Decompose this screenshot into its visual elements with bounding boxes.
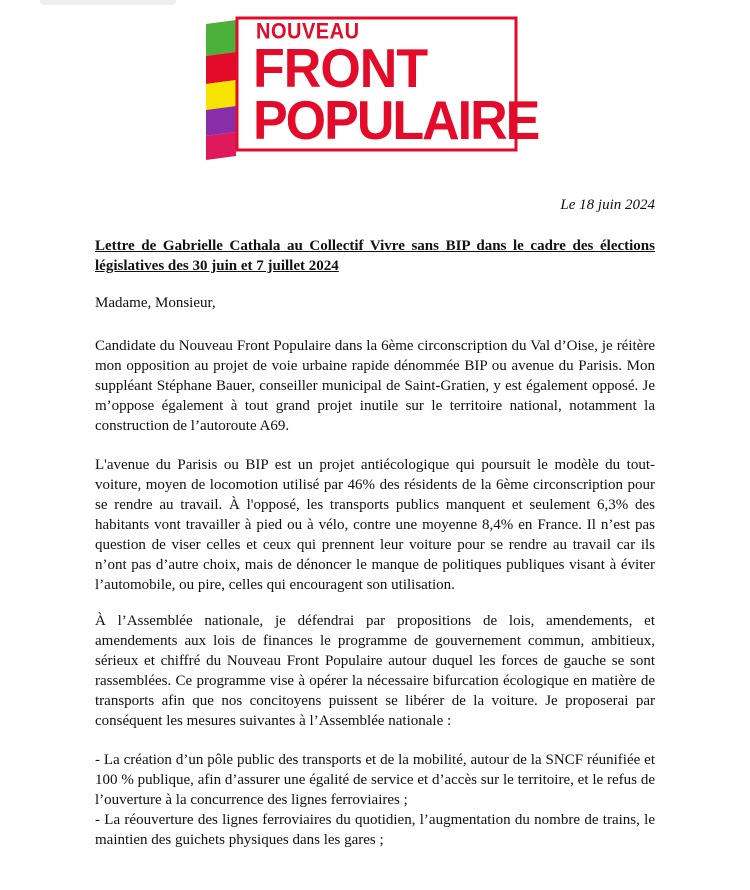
paragraph-bip-analysis: L'avenue du Parisis ou BIP est un projet antiécologique qui poursuit le modèle du tout-voiture, moyen de locomotion utilisé par 46% des résidents de la 6ème circonscription pour se rendre au travail. À l'opposé, les transports publics manquent et seulement 6,3% des habitants vont travailler à pied ou à vélo, contre une moyenne 8,4% en France. Il n’est pas question de viser celles et ceux qui prennent leur voiture pour se rendre au travail car ils n’ont pas d’autre choix, mais de dénoncer le manque de politiques publiques visant à éviter l’automobile, ou pire, celles qui encouragent son utilisation. (95, 457, 655, 593)
logo-stripe-pink (206, 132, 236, 160)
logo-stripe-yellow (206, 80, 236, 110)
logo-line-front: FRONT (253, 38, 428, 100)
logo-line-populaire: POPULAIRE (253, 90, 539, 152)
list-item: - La réouverture des lignes ferroviaires du quotidien, l’augmentation du nombre de trains, le maintien des guichets physiques dans les gares ; (95, 812, 655, 848)
letter-greeting: Madame, Monsieur, (95, 295, 216, 311)
logo-line-nouveau: NOUVEAU (256, 20, 360, 45)
paragraph-assemblee: À l’Assemblée nationale, je défendrai par propositions de lois, amendements, et amendements aux lois de finances le programme de gouvernement commun, ambitieux, sérieux et chiffré du Nouveau Front Populaire autour duquel les forces de gauche se sont rassemblées. Ce programme vise à opérer la nécessaire bifurcation écologique en matière de transports afin que nos concitoyens puissent se libérer de la voiture. Je proposerai par conséquent les mesures suivantes à l’Assemblée nationale : (95, 613, 655, 729)
measures-list (95, 750, 655, 850)
nouveau-front-populaire-logo (206, 16, 539, 162)
letter-title: Lettre de Gabrielle Cathala au Collectif Vivre sans BIP dans le cadre des élections législatives des 30 juin et 7 juillet 2024 (95, 238, 655, 274)
logo-stripe-purple (206, 106, 236, 136)
list-item: - La création d’un pôle public des transports et de la mobilité, autour de la SNCF réunifiée et 100 % publique, afin d’assurer une égalité de service et d’accès sur le territoire, et le refus de l’ouverture à la concurrence des lignes ferroviaires ; (95, 752, 655, 808)
logo-stripe-green (206, 20, 236, 56)
logo-stripe-red (206, 52, 236, 84)
top-edge-tab (40, 0, 176, 5)
paragraph-opposition: Candidate du Nouveau Front Populaire dans la 6ème circonscription du Val d’Oise, je réitère mon opposition au projet de voie urbaine rapide dénommée BIP ou avenue du Parisis. Mon suppléant Stéphane Bauer, conseiller municipal de Saint-Gratien, y est également opposé. Je m’oppose également à tout grand projet inutile sur le territoire national, notamment la construction de l’autoroute A69. (95, 338, 655, 434)
letter-date: Le 18 juin 2024 (560, 197, 655, 213)
